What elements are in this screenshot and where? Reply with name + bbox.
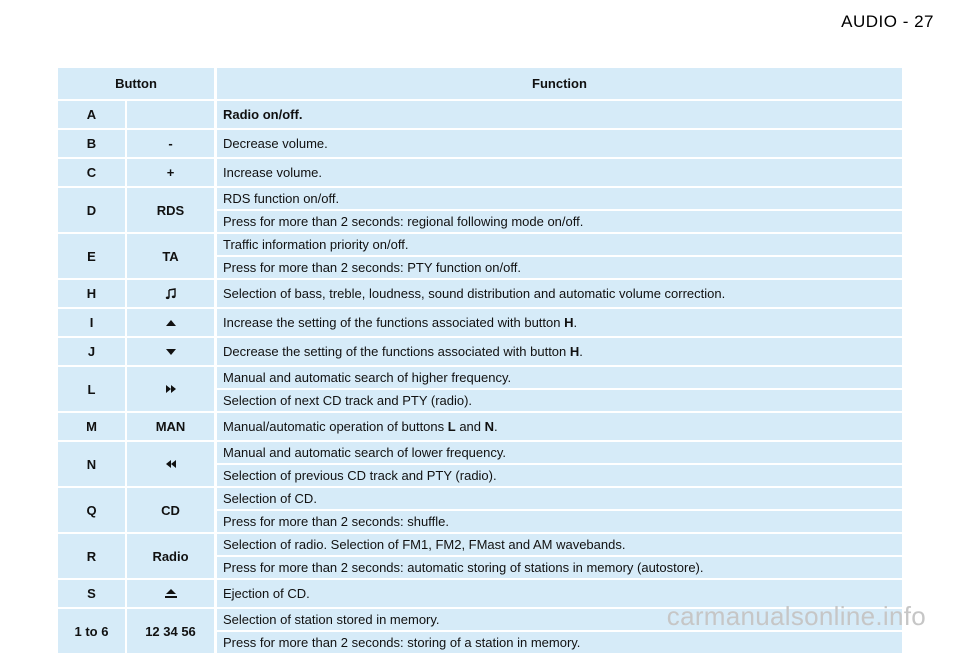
- function-text: Decrease volume.: [217, 130, 902, 157]
- function-text: Selection of radio. Selection of FM1, FM2, FMast and AM wavebands.: [217, 534, 902, 555]
- button-key: B: [58, 130, 125, 157]
- eject-icon: [164, 588, 178, 599]
- function-cell: [217, 159, 902, 186]
- button-symbol: CD: [127, 488, 214, 532]
- button-key: H: [58, 280, 125, 307]
- button-symbol: RDS: [127, 188, 214, 232]
- button-key: L: [58, 367, 125, 411]
- button-reference: N: [484, 419, 495, 434]
- music-note-icon: [165, 288, 177, 300]
- button-symbol: [127, 309, 214, 336]
- function-cell: [217, 442, 902, 486]
- table-row: [58, 309, 902, 336]
- button-key: Q: [58, 488, 125, 532]
- rewind-icon: [165, 459, 177, 469]
- function-cell: [217, 534, 902, 578]
- arrow-down-icon: [165, 348, 177, 356]
- button-symbol: MAN: [127, 413, 214, 440]
- button-symbol: +: [127, 159, 214, 186]
- button-symbol: [127, 442, 214, 486]
- button-key: N: [58, 442, 125, 486]
- button-reference: H: [569, 344, 580, 359]
- button-symbol: Radio: [127, 534, 214, 578]
- button-symbol: TA: [127, 234, 214, 278]
- function-text: Press for more than 2 seconds: automatic storing of stations in memory (autostore).: [217, 557, 902, 578]
- function-text: Manual and automatic search of higher frequency.: [217, 367, 902, 388]
- button-symbol: [127, 580, 214, 607]
- function-text: [217, 413, 902, 440]
- function-cell: [217, 234, 902, 278]
- function-text: Increase volume.: [217, 159, 902, 186]
- function-text-part: .: [573, 315, 578, 330]
- function-text: Selection of CD.: [217, 488, 902, 509]
- button-key: I: [58, 309, 125, 336]
- function-text-part: Decrease the setting of the functions associated with button: [223, 344, 570, 359]
- table-row: [58, 101, 902, 128]
- function-text-part: .: [494, 419, 498, 434]
- function-text: RDS function on/off.: [217, 188, 902, 209]
- button-key: J: [58, 338, 125, 365]
- function-text-part: and: [455, 419, 485, 434]
- function-text: Ejection of CD.: [217, 580, 902, 607]
- function-text-part: Manual/automatic operation of buttons: [223, 419, 448, 434]
- table-row: [58, 413, 902, 440]
- button-symbol: -: [127, 130, 214, 157]
- function-text: Press for more than 2 seconds: regional following mode on/off.: [217, 211, 902, 232]
- arrow-up-icon: [165, 319, 177, 327]
- function-text: [217, 309, 902, 336]
- function-text: Selection of station stored in memory.: [217, 609, 902, 630]
- table-header: [58, 68, 902, 99]
- fast-forward-icon: [165, 384, 177, 394]
- table-row: [58, 188, 902, 232]
- function-cell: [217, 188, 902, 232]
- button-function-table: [58, 68, 902, 655]
- table-row: [58, 280, 902, 307]
- function-cell: [217, 488, 902, 532]
- table-row: [58, 534, 902, 578]
- table-row: [58, 338, 902, 365]
- function-cell: [217, 309, 902, 336]
- function-text: Selection of bass, treble, loudness, sound distribution and automatic volume correction.: [217, 280, 902, 307]
- watermark: carmanualsonline.info: [666, 601, 926, 631]
- table-row: [58, 234, 902, 278]
- button-symbol: [127, 280, 214, 307]
- table-body: [58, 101, 902, 655]
- function-cell: [217, 413, 902, 440]
- button-symbol: [127, 101, 214, 128]
- function-text: [217, 338, 902, 365]
- function-text: Press for more than 2 seconds: shuffle.: [217, 511, 902, 532]
- button-symbol: 12 34 56: [127, 609, 214, 653]
- function-cell: [217, 101, 902, 128]
- function-text: Press for more than 2 seconds: storing of a station in memory.: [217, 632, 902, 653]
- button-symbol: [127, 338, 214, 365]
- header-function: Function: [217, 68, 902, 99]
- button-key: 1 to 6: [58, 609, 125, 653]
- button-key: D: [58, 188, 125, 232]
- button-key: M: [58, 413, 125, 440]
- function-cell: [217, 280, 902, 307]
- function-text: Radio on/off.: [217, 101, 902, 128]
- function-cell: [217, 367, 902, 411]
- table-row: [58, 442, 902, 486]
- header-button: Button: [58, 68, 214, 99]
- button-key: S: [58, 580, 125, 607]
- button-reference: L: [447, 419, 456, 434]
- button-key: E: [58, 234, 125, 278]
- function-text: Traffic information priority on/off.: [217, 234, 902, 255]
- function-text: Manual and automatic search of lower frequency.: [217, 442, 902, 463]
- button-key: R: [58, 534, 125, 578]
- table-row: [58, 159, 902, 186]
- function-cell: [217, 338, 902, 365]
- table-row: [58, 367, 902, 411]
- function-text: Selection of previous CD track and PTY (radio).: [217, 465, 902, 486]
- function-cell: [217, 130, 902, 157]
- function-text: Press for more than 2 seconds: PTY function on/off.: [217, 257, 902, 278]
- button-key: A: [58, 101, 125, 128]
- button-key: C: [58, 159, 125, 186]
- page-title: AUDIO - 27: [841, 12, 934, 31]
- function-text: Selection of next CD track and PTY (radio).: [217, 390, 902, 411]
- function-text-part: Increase the setting of the functions associated with button: [223, 315, 565, 330]
- table-row: [58, 488, 902, 532]
- button-symbol: [127, 367, 214, 411]
- table-row: [58, 130, 902, 157]
- button-reference: H: [564, 315, 574, 330]
- function-text-part: .: [579, 344, 583, 359]
